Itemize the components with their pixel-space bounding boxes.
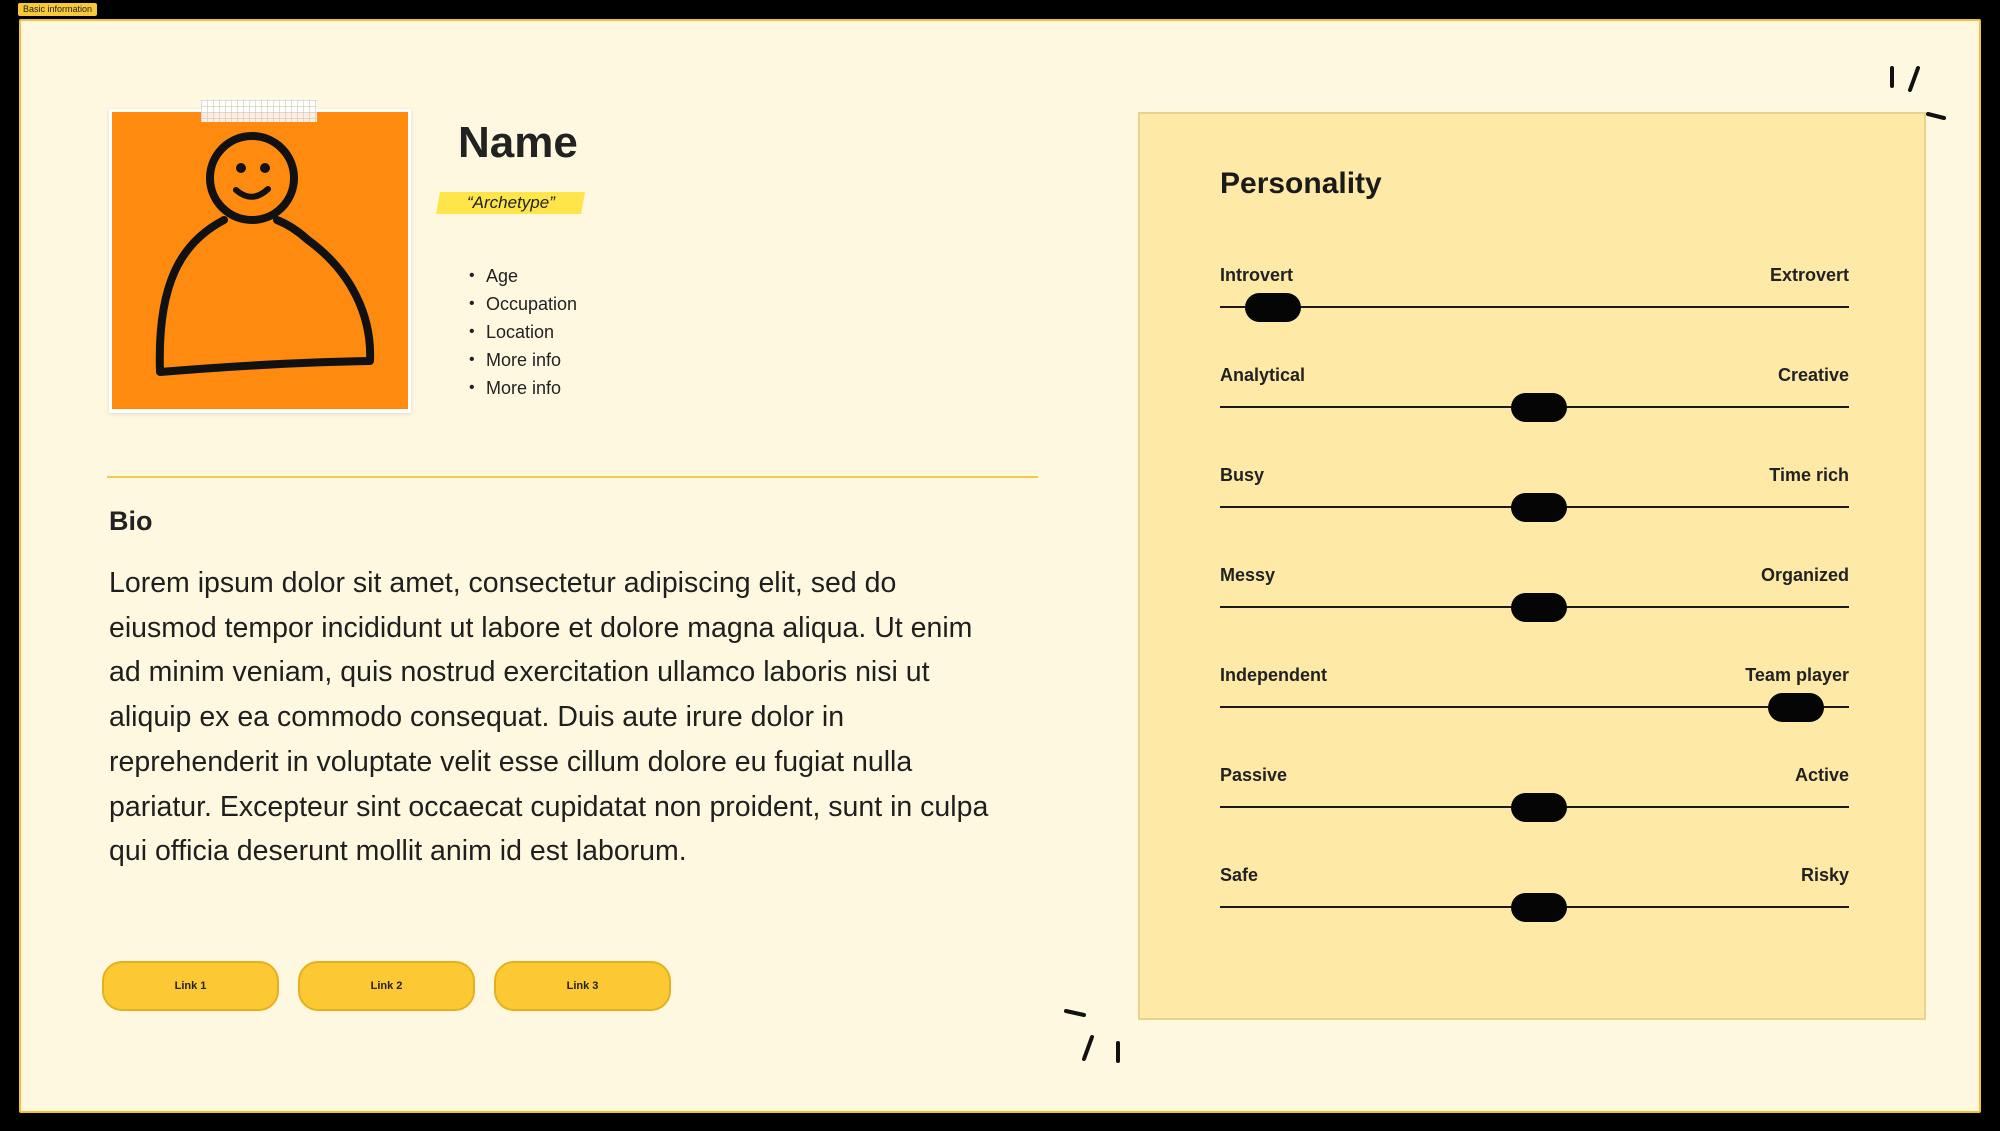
personality-card	[1138, 112, 1926, 1020]
frame-label[interactable]: Basic information	[18, 3, 97, 16]
fact-item[interactable]: • Age	[469, 262, 577, 290]
trait-slider	[1220, 565, 1849, 625]
trait-slider	[1220, 865, 1849, 925]
profile-photo-card	[109, 109, 411, 413]
trait-left-label: Busy	[1220, 465, 1265, 485]
fact-item[interactable]: • More info	[469, 374, 577, 402]
trait-right-label: Time rich	[1769, 465, 1849, 485]
fact-item[interactable]: • Occupation	[469, 290, 577, 318]
slider-handle[interactable]	[1511, 493, 1567, 522]
trait-slider	[1220, 265, 1849, 325]
archetype-tag[interactable]	[436, 192, 585, 214]
slider-track[interactable]	[1220, 306, 1849, 308]
fact-item[interactable]: • Location	[469, 318, 577, 346]
trait-right-label: Creative	[1777, 365, 1849, 385]
trait-left-label: Safe	[1220, 865, 1259, 885]
trait-left-label: Passive	[1220, 765, 1288, 785]
sparkle-doodle-icon	[1880, 60, 1950, 130]
bio-text[interactable]: Lorem ipsum dolor sit amet, consectetur adipiscing elit, sed do eiusmod tempor incididunt ut labore et dolore magna aliqua. Ut enim ad minim veniam, quis nostrud exercitation ullamco laboris nisi ut aliquip ex ea commodo consequat. Duis aute irure dolor in reprehenderit in voluptate velit esse cillum dolore eu fugiat nulla pariatur. Excepteur sint occaecat cupidatat non proident, sunt in culpa qui officia deserunt mollit anim id est laborum.	[109, 567, 989, 868]
trait-slider	[1220, 765, 1849, 825]
trait-right-label: Active	[1794, 765, 1849, 785]
persona-facts-list	[469, 262, 577, 402]
trait-right-label: Organized	[1760, 565, 1849, 585]
trait-slider	[1220, 465, 1849, 525]
person-doodle-icon	[112, 112, 408, 409]
trait-left-label: Independent	[1220, 665, 1327, 685]
trait-left-label: Introvert	[1220, 265, 1294, 285]
slider-handle[interactable]	[1511, 793, 1567, 822]
fact-item[interactable]: • More info	[469, 346, 577, 374]
slider-handle[interactable]	[1768, 693, 1824, 722]
trait-right-label: Risky	[1800, 865, 1849, 885]
trait-right-label: Team player	[1745, 665, 1849, 685]
trait-left-label: Analytical	[1220, 365, 1306, 385]
link-3-button[interactable]: Link 3	[494, 961, 671, 1011]
archetype-label: “Archetype”	[466, 193, 555, 212]
slider-handle[interactable]	[1511, 393, 1567, 422]
slider-track[interactable]	[1220, 706, 1849, 708]
profile-photo	[112, 112, 408, 409]
trait-slider	[1220, 665, 1849, 725]
sparkle-doodle-icon	[1060, 1005, 1130, 1075]
trait-left-label: Messy	[1220, 565, 1276, 585]
bio-title[interactable]: Bio	[109, 506, 153, 536]
personality-title[interactable]: Personality	[1220, 167, 1382, 200]
section-divider	[107, 476, 1038, 478]
persona-name[interactable]: Name	[458, 118, 578, 167]
trait-right-label: Extrovert	[1769, 265, 1849, 285]
link-2-button[interactable]: Link 2	[298, 961, 475, 1011]
slider-handle[interactable]	[1511, 593, 1567, 622]
slider-handle[interactable]	[1511, 893, 1567, 922]
slider-handle[interactable]	[1245, 293, 1301, 322]
link-1-button[interactable]: Link 1	[102, 961, 279, 1011]
trait-slider	[1220, 365, 1849, 425]
photo-tape	[201, 100, 317, 122]
